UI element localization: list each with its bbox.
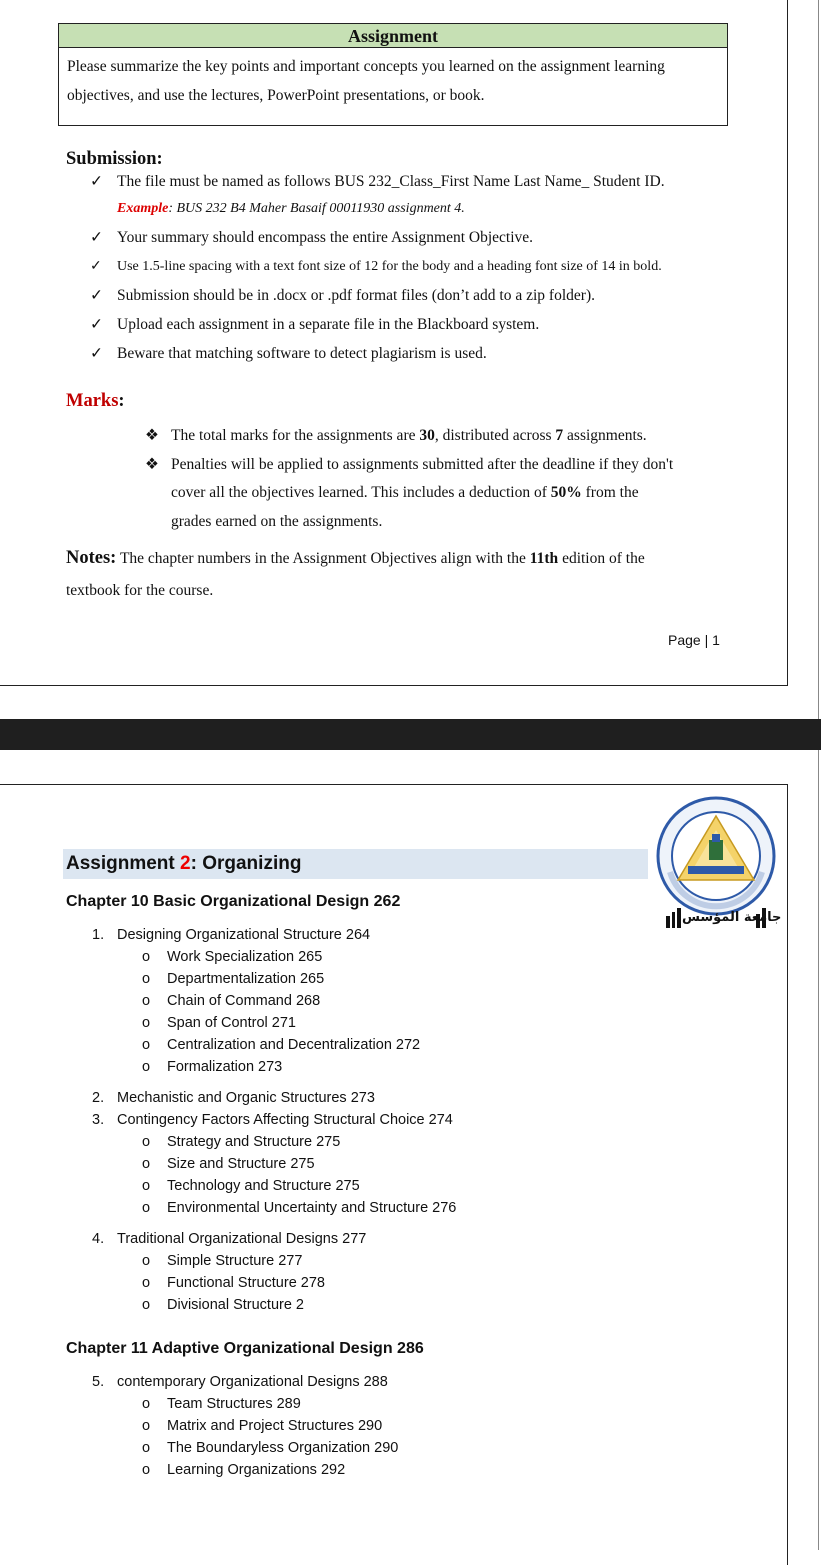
circle-bullet-icon: o: [142, 1275, 151, 1291]
circle-bullet-icon: o: [142, 1418, 151, 1434]
check-icon: ✓: [90, 259, 102, 274]
check-icon: ✓: [90, 229, 103, 246]
circle-bullet-icon: o: [142, 949, 151, 965]
circle-bullet-icon: o: [142, 1178, 151, 1194]
submission-example: [117, 201, 465, 217]
page-gap: [0, 719, 821, 750]
diamond-bullet-icon: ❖: [145, 456, 159, 473]
notes-label: Notes:: [66, 548, 117, 568]
submission-item-text: Submission should be in .docx or .pdf format files (don’t add to a zip folder).: [117, 287, 595, 304]
submission-item-text: Upload each assignment in a separate file in the Blackboard system.: [117, 316, 540, 333]
check-icon: ✓: [90, 345, 103, 362]
subsection-item: o Size and Structure 275: [142, 1156, 315, 1172]
university-logo: [652, 794, 782, 934]
circle-bullet-icon: o: [142, 1156, 151, 1172]
submission-item: [90, 258, 662, 275]
submission-item: [90, 315, 539, 334]
circle-bullet-icon: o: [142, 971, 151, 987]
subsection-item: o Centralization and Decentralization 272: [142, 1037, 421, 1053]
diamond-bullet-icon: ❖: [145, 427, 159, 444]
check-icon: ✓: [90, 173, 103, 190]
subsection-item: o Functional Structure 278: [142, 1275, 325, 1291]
notes-line: textbook for the course.: [66, 582, 214, 599]
marks-item: ❖ The total marks for the assignments are 30, distributed across 7 assignments.: [145, 427, 647, 444]
marks-item-continued: cover all the objectives learned. This includes a deduction of 50% from the: [171, 484, 639, 501]
subsection-item: o Environmental Uncertainty and Structure 276: [142, 1200, 457, 1216]
page-edge-line: [818, 0, 819, 719]
section-item: 2. Mechanistic and Organic Structures 273: [92, 1090, 375, 1106]
circle-bullet-icon: o: [142, 1015, 151, 1031]
check-icon: ✓: [90, 316, 103, 333]
example-text: : BUS 232 B4 Maher Basaif 00011930 assignment 4.: [168, 201, 465, 216]
subsection-item: o Divisional Structure 2: [142, 1297, 304, 1313]
submission-item-text: The file must be named as follows BUS 232_Class_First Name Last Name_ Student ID.: [117, 173, 665, 190]
assignment-heading: Assignment: [59, 24, 727, 48]
subsection-item: o Strategy and Structure 275: [142, 1134, 341, 1150]
page-number: Page | 1: [668, 632, 720, 648]
section-item: 3. Contingency Factors Affecting Structural Choice 274: [92, 1112, 453, 1128]
circle-bullet-icon: o: [142, 993, 151, 1009]
assignment-2-title: Assignment 2: Organizing: [66, 853, 302, 874]
chapter-10-title: Chapter 10 Basic Organizational Design 262: [66, 893, 401, 910]
section-item: 1. Designing Organizational Structure 264: [92, 927, 371, 943]
notes-paragraph: Notes: The chapter numbers in the Assignment Objectives align with the 11th edition of the: [66, 548, 645, 568]
circle-bullet-icon: o: [142, 1462, 151, 1478]
circle-bullet-icon: o: [142, 1297, 151, 1313]
subsection-item: o Work Specialization 265: [142, 949, 323, 965]
chapter-11-title: Chapter 11 Adaptive Organizational Design 286: [66, 1340, 424, 1357]
circle-bullet-icon: o: [142, 1396, 151, 1412]
circle-bullet-icon: o: [142, 1037, 151, 1053]
intro-line: Please summarize the key points and important concepts you learned on the assignment learning: [67, 58, 665, 75]
submission-title: Submission:: [66, 149, 163, 169]
marks-title: Marks:: [66, 391, 125, 411]
section-item: 5. contemporary Organizational Designs 288: [92, 1374, 388, 1390]
submission-item-text: Your summary should encompass the entire Assignment Objective.: [117, 229, 534, 246]
submission-item: [90, 286, 595, 305]
subsection-item: o Span of Control 271: [142, 1015, 296, 1031]
submission-item: [90, 228, 533, 247]
submission-item: [90, 344, 487, 363]
subsection-item: o Matrix and Project Structures 290: [142, 1418, 383, 1434]
assignment-box: [58, 23, 728, 126]
circle-bullet-icon: o: [142, 1440, 151, 1456]
submission-item-text: Use 1.5-line spacing with a text font size of 12 for the body and a heading font size of 14 in bold.: [117, 259, 662, 274]
check-icon: ✓: [90, 287, 103, 304]
subsection-item: o Technology and Structure 275: [142, 1178, 360, 1194]
subsection-item: o Departmentalization 265: [142, 971, 325, 987]
logo-arabic-name: جامعة المؤسس: [682, 910, 782, 925]
circle-bullet-icon: o: [142, 1059, 151, 1075]
marks-item: ❖ Penalties will be applied to assignments submitted after the deadline if they don't: [145, 456, 674, 473]
subsection-item: o Formalization 273: [142, 1059, 283, 1075]
section-item: 4. Traditional Organizational Designs 277: [92, 1231, 367, 1247]
assignment-intro: [59, 48, 727, 114]
intro-line: objectives, and use the lectures, PowerPoint presentations, or book.: [67, 87, 485, 104]
circle-bullet-icon: o: [142, 1134, 151, 1150]
subsection-item: o Chain of Command 268: [142, 993, 321, 1009]
circle-bullet-icon: o: [142, 1200, 151, 1216]
example-label: Example: [117, 201, 169, 216]
subsection-item: o Team Structures 289: [142, 1396, 301, 1412]
submission-item: [90, 172, 665, 191]
circle-bullet-icon: o: [142, 1253, 151, 1269]
subsection-item: o Simple Structure 277: [142, 1253, 303, 1269]
marks-item-continued: grades earned on the assignments.: [171, 513, 383, 530]
page-edge-line: [818, 750, 819, 1550]
subsection-item: o The Boundaryless Organization 290: [142, 1440, 399, 1456]
subsection-item: o Learning Organizations 292: [142, 1462, 346, 1478]
submission-item-text: Beware that matching software to detect plagiarism is used.: [117, 345, 487, 362]
